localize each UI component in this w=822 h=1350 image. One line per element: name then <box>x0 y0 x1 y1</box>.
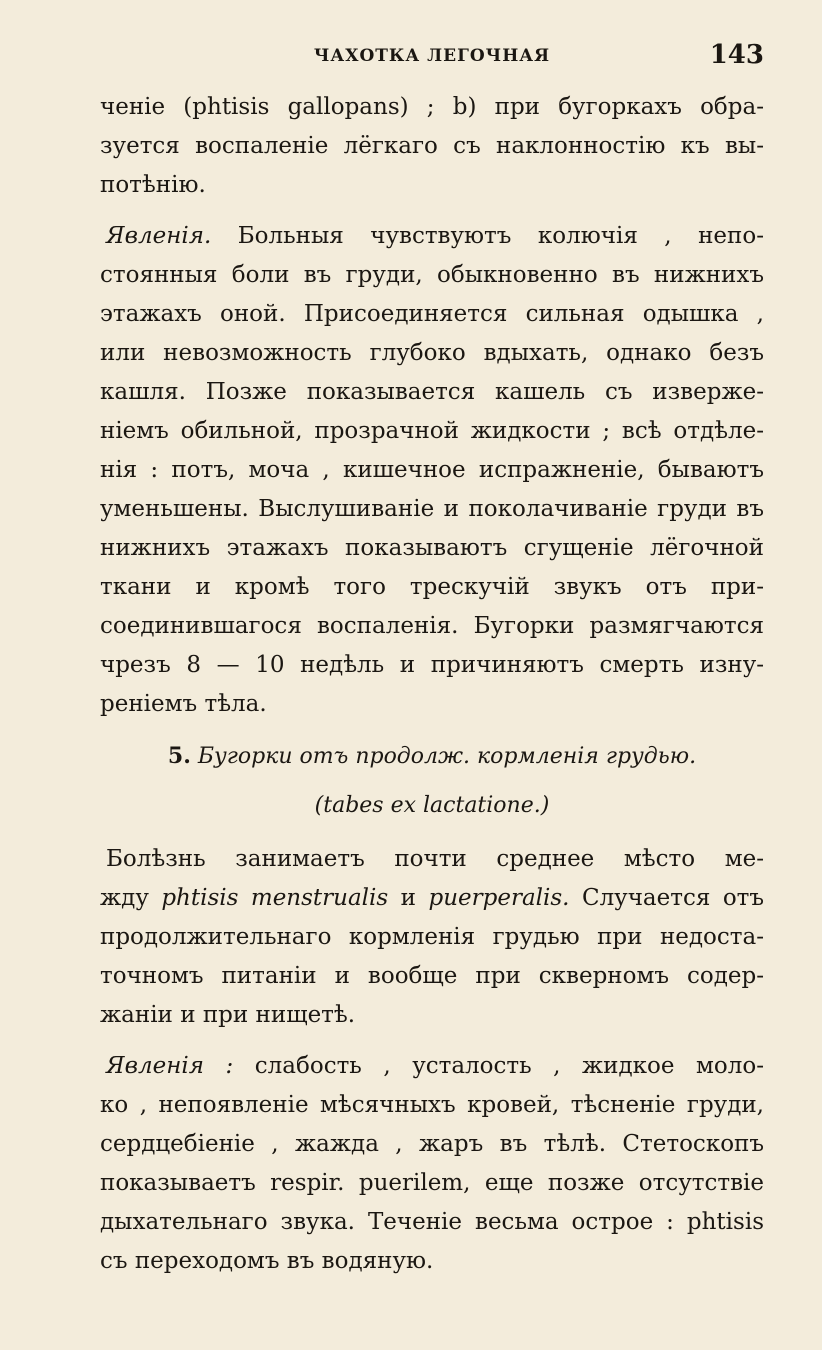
term-puerperalis: puerperalis. <box>428 885 570 911</box>
paragraph-3 <box>100 840 764 1035</box>
running-head: ЧАХОТКА ЛЕГОЧНАЯ <box>313 46 551 66</box>
text-line: потѣнію. <box>100 172 206 198</box>
section-title: Бугорки отъ продолж. кормленія грудью. <box>197 744 697 769</box>
text-line: уменьшены. Выслушиваніе и поколачиваніе груди въ <box>100 496 764 522</box>
text-line: кашля. Позже показывается кашель съ изверже- <box>100 379 764 405</box>
text-line: продолжительнаго кормленія грудью при недоста- <box>100 924 764 950</box>
section-subtitle: (tabes ex lactatione.) <box>314 793 550 818</box>
text-line: реніемъ тѣла. <box>100 691 267 717</box>
text-line: дыхательнаго звука. Теченіе весьма острое : phtisis <box>100 1209 764 1235</box>
text-line: ткани и кромѣ того трескучій звукъ отъ при- <box>100 574 764 600</box>
text-line: точномъ питаніи и вообще при скверномъ содер- <box>100 963 764 989</box>
text-line: сердцебіеніе , жажда , жаръ въ тѣлѣ. Стетоскопъ <box>100 1131 764 1157</box>
page-number: 143 <box>709 40 764 70</box>
text-line: этажахъ оной. Присоединяется сильная одышка , <box>100 301 764 327</box>
text-line: нижнихъ этажахъ показываютъ сгущеніе лёгочной <box>100 535 764 561</box>
page-header <box>100 36 764 76</box>
text-fragment: и <box>400 885 417 911</box>
text-line: ченіе (phtisis gallopans) ; b) при бугоркахъ обра- <box>100 94 764 120</box>
text-line: зуется воспаленіе лёгкаго съ наклонностію къ вы- <box>100 133 764 159</box>
text-line: или невозможность глубоко вдыхать, однако безъ <box>100 340 764 366</box>
section-heading <box>100 732 764 780</box>
phenomena-label: Явленія. <box>106 223 212 249</box>
body-text <box>100 88 764 1281</box>
text-fragment: жду <box>100 885 149 911</box>
text-line: жаніи и при нищетѣ. <box>100 1002 356 1028</box>
section-number: 5. <box>167 743 191 769</box>
paragraph-2 <box>100 217 764 724</box>
text-line <box>100 1047 764 1086</box>
text-line: чрезъ 8 — 10 недѣль и причиняютъ смерть изну- <box>100 652 764 678</box>
text-fragment: слабость , усталость , жидкое моло- <box>254 1053 765 1079</box>
term-phtisis-menstrualis: phtisis menstrualis <box>161 885 389 911</box>
text-line <box>100 879 764 918</box>
text-line: нія : потъ, моча , кишечное испражненіе, бываютъ <box>100 457 764 483</box>
text-line: ніемъ обильной, прозрачной жидкости ; всѣ отдѣле- <box>100 418 764 444</box>
text-fragment: Случается отъ <box>581 885 765 911</box>
text-fragment: Больныя чувствуютъ колючія , непо- <box>237 223 764 249</box>
text-line: Болѣзнь занимаетъ почти среднее мѣсто ме- <box>106 846 764 872</box>
text-line <box>100 217 764 256</box>
text-line: стоянныя боли въ груди, обыкновенно въ нижнихъ <box>100 262 764 288</box>
phenomena-label: Явленія : <box>106 1053 234 1079</box>
paragraph-4 <box>100 1047 764 1281</box>
paragraph-1 <box>100 88 764 205</box>
text-line: съ переходомъ въ водяную. <box>100 1248 434 1274</box>
text-line: ко , непоявленіе мѣсячныхъ кровей, тѣсненіе груди, <box>100 1092 764 1118</box>
text-line: показываетъ respir. puerilem, еще позже отсутствіе <box>100 1170 764 1196</box>
text-line: соединившагося воспаленія. Бугорки размягчаются <box>100 613 764 639</box>
